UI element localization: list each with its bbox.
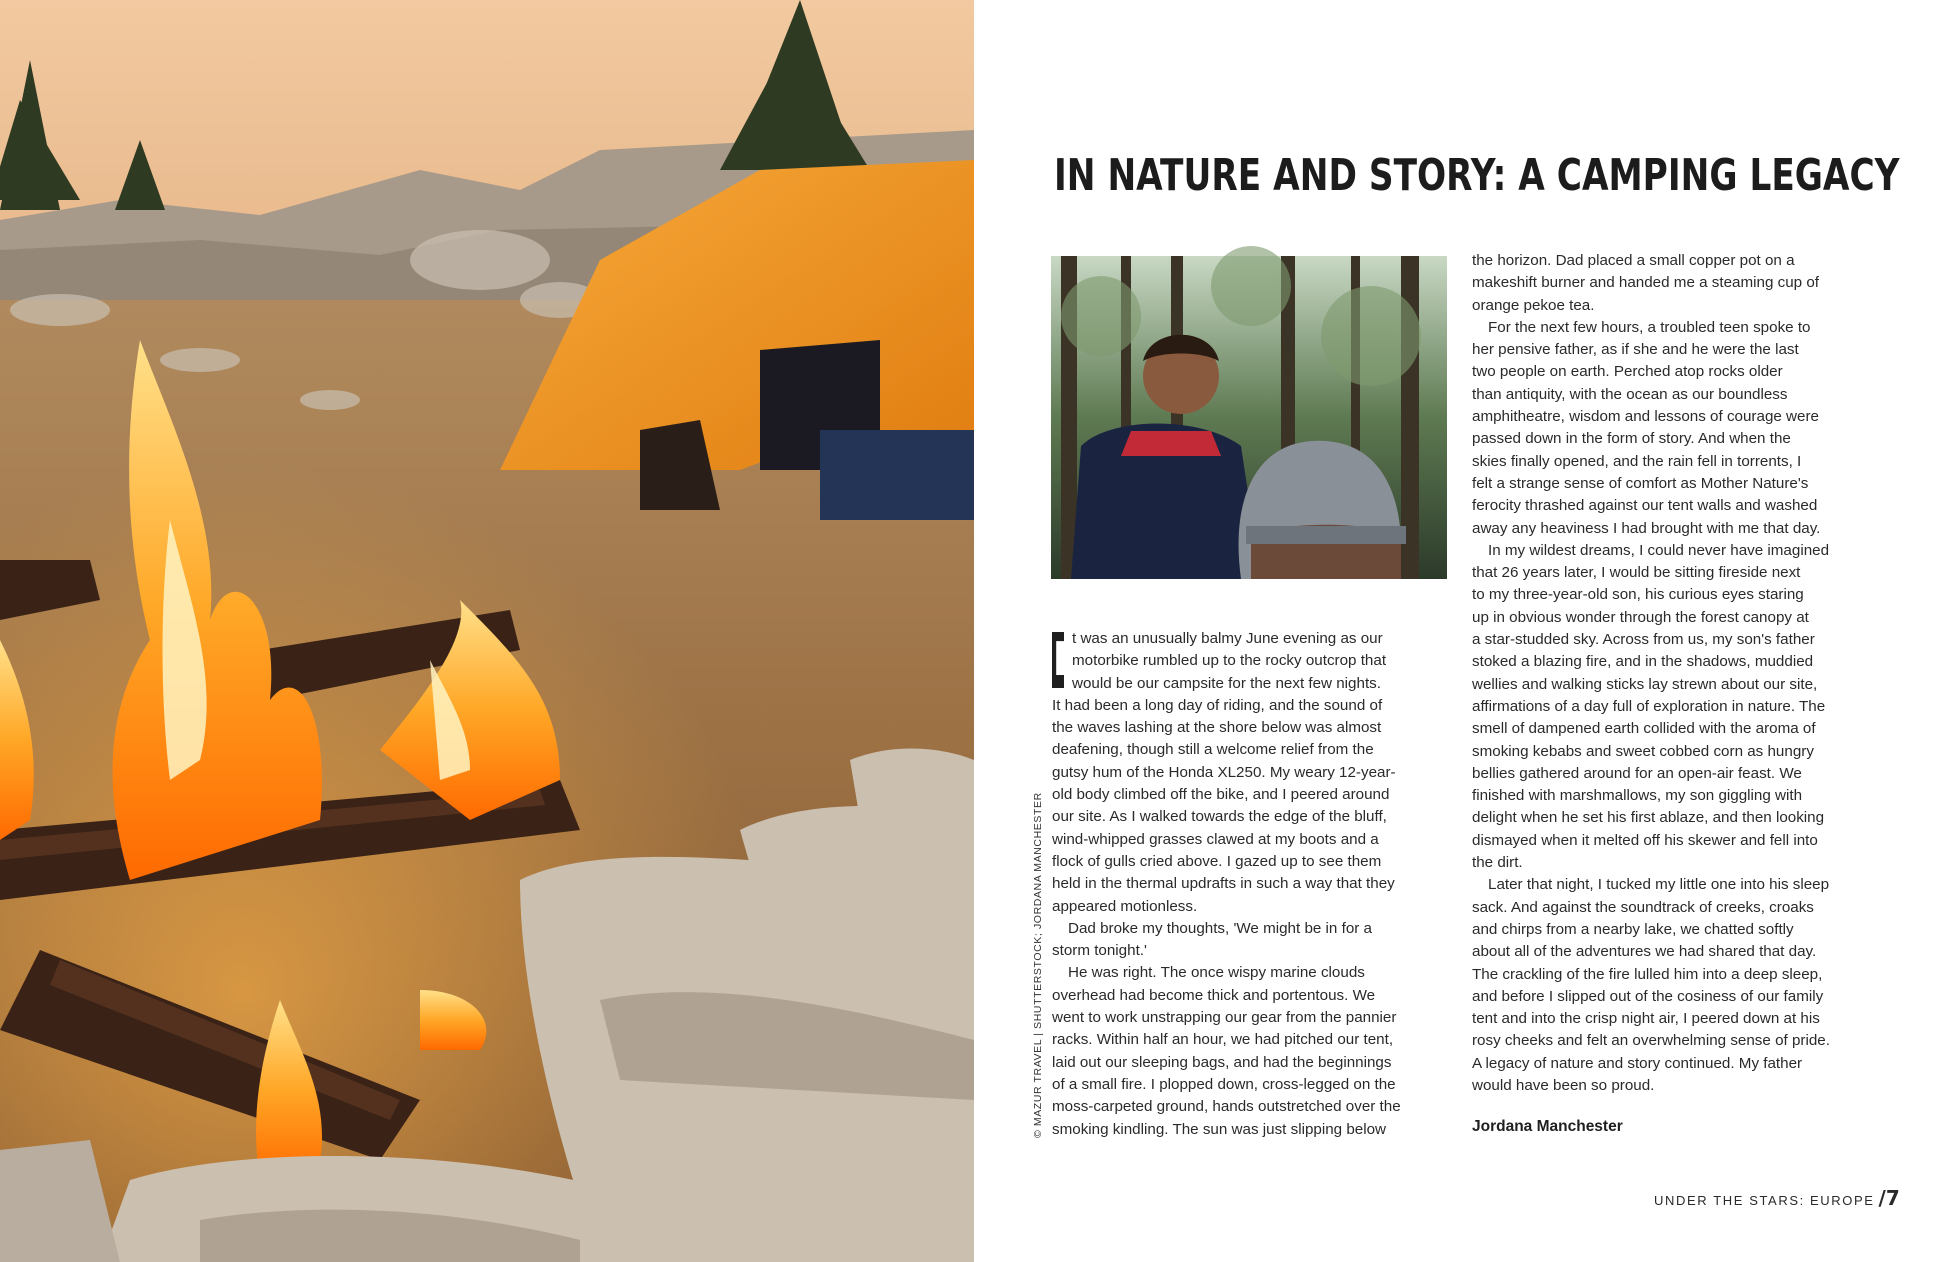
text-line: racks. Within half an hour, we had pitched our tent, xyxy=(1052,1031,1394,1049)
text-line: and before I slipped out of the cosiness of our family xyxy=(1472,987,1824,1005)
article-column-right xyxy=(1472,250,1872,1097)
article-title: IN NATURE AND STORY: A CAMPING LEGACY xyxy=(1054,150,1900,201)
text-line: about all of the adventures we had shared that day. xyxy=(1472,943,1817,961)
text-line: orange pekoe tea. xyxy=(1472,296,1595,314)
text-line: overhead had become thick and portentous. We xyxy=(1052,986,1376,1004)
text-line: felt a strange sense of comfort as Mother Nature's xyxy=(1472,474,1809,492)
text-line: passed down in the form of story. And when the xyxy=(1472,430,1791,448)
text-line: rosy cheeks and felt an overwhelming sense of pride. xyxy=(1472,1032,1830,1050)
text-line: In my wildest dreams, I could never have imagined xyxy=(1488,541,1830,559)
text-line: our site. As I walked towards the edge of the bluff, xyxy=(1052,808,1387,826)
text-line: sack. And against the soundtrack of creeks, croaks xyxy=(1472,898,1814,916)
paragraph xyxy=(1472,540,1872,874)
text-line: dismayed when it melted off his skewer and fell into xyxy=(1472,831,1818,849)
inset-photo xyxy=(1051,256,1447,579)
text-line: went to work unstrapping our gear from the pannier xyxy=(1052,1009,1397,1027)
text-line: tent and into the crisp night air, I peered down at his xyxy=(1472,1010,1820,1028)
text-line: would be our campsite for the next few nights. xyxy=(1072,674,1381,692)
text-line: wind-whipped grasses clawed at my boots and a xyxy=(1052,830,1379,848)
text-line: smell of dampened earth collided with the aroma of xyxy=(1472,720,1816,738)
paragraph xyxy=(1052,628,1452,918)
text-line: that 26 years later, I would be sitting fireside next xyxy=(1472,564,1801,582)
photo-credit: © MAZUR TRAVEL | SHUTTERSTOCK; JORDANA MANCHESTER xyxy=(1032,792,1044,1138)
text-line: motorbike rumbled up to the rocky outcrop that xyxy=(1072,652,1387,670)
text-line: skies finally opened, and the rain fell in torrents, I xyxy=(1472,452,1802,470)
text-line: For the next few hours, a troubled teen spoke to xyxy=(1488,318,1811,336)
text-line: He was right. The once wispy marine clouds xyxy=(1068,964,1365,982)
text-line: deafening, though still a welcome relief from the xyxy=(1052,741,1374,759)
text-line: makeshift burner and handed me a steaming cup of xyxy=(1472,274,1819,292)
text-line: wellies and walking sticks lay strewn about our site, xyxy=(1472,675,1818,693)
text-line: held in the thermal updrafts in such a way that they xyxy=(1052,875,1395,893)
text-line: smoking kebabs and sweet cobbed corn as hungry xyxy=(1472,742,1814,760)
page-footer xyxy=(1654,1186,1900,1210)
paragraph xyxy=(1472,250,1872,317)
text-line: up in obvious wonder through the forest canopy at xyxy=(1472,608,1809,626)
text-line: laid out our sleeping bags, and had the beginnings xyxy=(1052,1053,1392,1071)
paragraph xyxy=(1472,874,1872,1097)
text-line: the waves lashing at the shore below was almost xyxy=(1052,719,1382,737)
text-line: A legacy of nature and story continued. My father xyxy=(1472,1054,1803,1072)
paragraph xyxy=(1472,317,1872,540)
text-line: ferocity thrashed against our tent walls and washed xyxy=(1472,497,1818,515)
text-line: to my three-year-old son, his curious eyes staring xyxy=(1472,586,1804,604)
article-page xyxy=(974,0,1946,1262)
text-line: the horizon. Dad placed a small copper pot on a xyxy=(1472,252,1795,269)
dropcap-letter: I xyxy=(1052,632,1070,686)
text-line: delight when he set his first ablaze, and then looking xyxy=(1472,809,1825,827)
text-line: flock of gulls cried above. I gazed up to see them xyxy=(1052,852,1382,870)
text-line: smoking kindling. The sun was just slipping below xyxy=(1052,1120,1387,1138)
text-line: away any heaviness I had brought with me that day. xyxy=(1472,519,1821,537)
text-line: of a small fire. I plopped down, cross-legged on the xyxy=(1052,1075,1396,1093)
text-line: Later that night, I tucked my little one into his sleep xyxy=(1488,876,1830,894)
text-line: a star-studded sky. Across from us, my son's father xyxy=(1472,631,1815,649)
text-line: old body climbed off the bike, and I peered around xyxy=(1052,786,1390,804)
article-column-left xyxy=(1052,628,1452,1141)
father-son-forest-photo-icon xyxy=(1051,256,1447,579)
text-line: and chirps from a nearby lake, we chatted softly xyxy=(1472,920,1794,938)
text-line: t was an unusually balmy June evening as our xyxy=(1072,630,1383,647)
text-line: her pensive father, as if she and he were the last xyxy=(1472,341,1799,359)
author-byline: Jordana Manchester xyxy=(1472,1118,1623,1135)
text-line: affirmations of a day full of exploration in nature. The xyxy=(1472,697,1826,715)
text-line: amphitheatre, wisdom and lessons of courage were xyxy=(1472,408,1819,426)
text-line: than antiquity, with the ocean as our boundless xyxy=(1472,385,1788,403)
paragraph xyxy=(1052,918,1452,963)
text-line: the dirt. xyxy=(1472,854,1523,872)
page-number: /7 xyxy=(1878,1186,1900,1210)
text-line: storm tonight.' xyxy=(1052,942,1147,960)
text-line: appeared motionless. xyxy=(1052,897,1198,915)
text-line: moss-carpeted ground, hands outstretched over the xyxy=(1052,1098,1401,1116)
text-line: would have been so proud. xyxy=(1472,1076,1655,1094)
text-line: finished with marshmallows, my son giggling with xyxy=(1472,787,1803,805)
text-line: two people on earth. Perched atop rocks older xyxy=(1472,363,1783,381)
text-line: It had been a long day of riding, and the sound of xyxy=(1052,696,1383,714)
text-line: The crackling of the fire lulled him into a deep sleep, xyxy=(1472,965,1823,983)
footer-section: UNDER THE STARS: EUROPE xyxy=(1654,1193,1875,1208)
text-line: Dad broke my thoughts, 'We might be in for a xyxy=(1068,919,1372,937)
text-line: stoked a blazing fire, and in the shadows, muddied xyxy=(1472,653,1814,671)
paragraph xyxy=(1052,962,1452,1140)
text-line: gutsy hum of the Honda XL250. My weary 12-year- xyxy=(1052,763,1396,781)
text-line: bellies gathered around for an open-air feast. We xyxy=(1472,764,1802,782)
